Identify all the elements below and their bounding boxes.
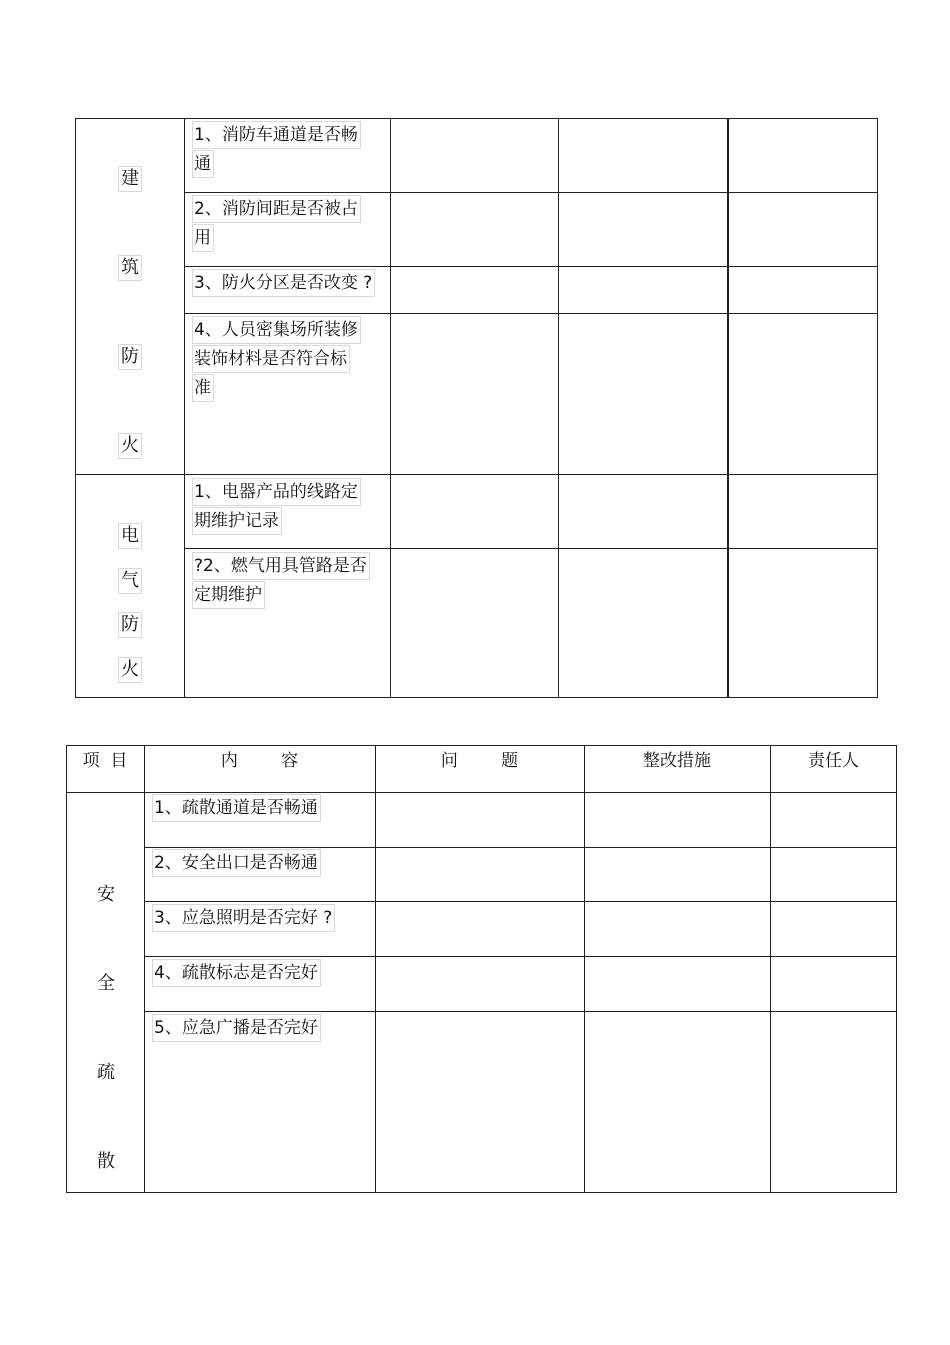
row-divider [184,192,878,193]
column-divider [558,118,559,698]
category-char: 筑 [118,255,142,281]
category-char: 气 [118,568,142,594]
section-divider [75,474,878,475]
category-char: 防 [118,344,142,370]
column-divider [727,118,729,698]
column-divider [770,745,771,1193]
category-char: 火 [118,433,142,459]
row-divider [184,266,878,267]
item-line: 用 [192,224,214,252]
item-line: 4、人员密集场所装修 [192,316,361,344]
item-line: 定期维护 [192,581,265,609]
category-char: 安 [97,884,115,905]
item-emergency-broadcast: 5、应急广播是否完好 [152,1014,321,1042]
row-divider [184,313,878,314]
item-line: 2、消防间距是否被占 [192,195,361,223]
item-line: 1、电器产品的线路定 [192,478,361,506]
item-line: 期维护记录 [192,507,282,535]
category-char: 全 [97,973,115,994]
category-char: 建 [118,166,142,192]
row-divider [144,956,897,957]
row-divider [144,1011,897,1012]
header-project: 项 目 [82,751,128,771]
item-line: 1、消防车通道是否畅 [192,121,361,149]
row-divider [184,548,878,549]
header-problem: 问 题 [440,751,519,771]
column-divider [584,745,585,1193]
header-rectification: 整改措施 [643,751,711,771]
item-line: 通 [192,150,214,178]
item-line: ?2、燃气用具管路是否 [192,552,370,580]
column-divider [375,745,376,1193]
header-responsible: 责任人 [808,751,859,771]
item-line: 装饰材料是否符合标 [192,345,350,373]
item-emergency-lighting: 3、应急照明是否完好 ? [152,904,335,932]
category-char: 疏 [97,1062,115,1083]
row-divider [144,847,897,848]
row-divider [144,901,897,902]
column-divider [184,118,185,698]
category-char: 散 [97,1151,115,1172]
column-divider [144,745,145,1193]
item-line: 3、防火分区是否改变 ? [192,269,375,297]
item-evacuation-signs: 4、疏散标志是否完好 [152,959,321,987]
item-safety-exit: 2、安全出口是否畅通 [152,849,321,877]
column-divider [390,118,391,698]
item-line: 准 [192,374,214,402]
item-evacuation-passage: 1、疏散通道是否畅通 [152,794,321,822]
category-char: 火 [118,657,142,683]
category-char: 防 [118,612,142,638]
header-content: 内 容 [220,751,299,771]
header-divider [66,792,897,793]
category-char: 电 [118,523,142,549]
